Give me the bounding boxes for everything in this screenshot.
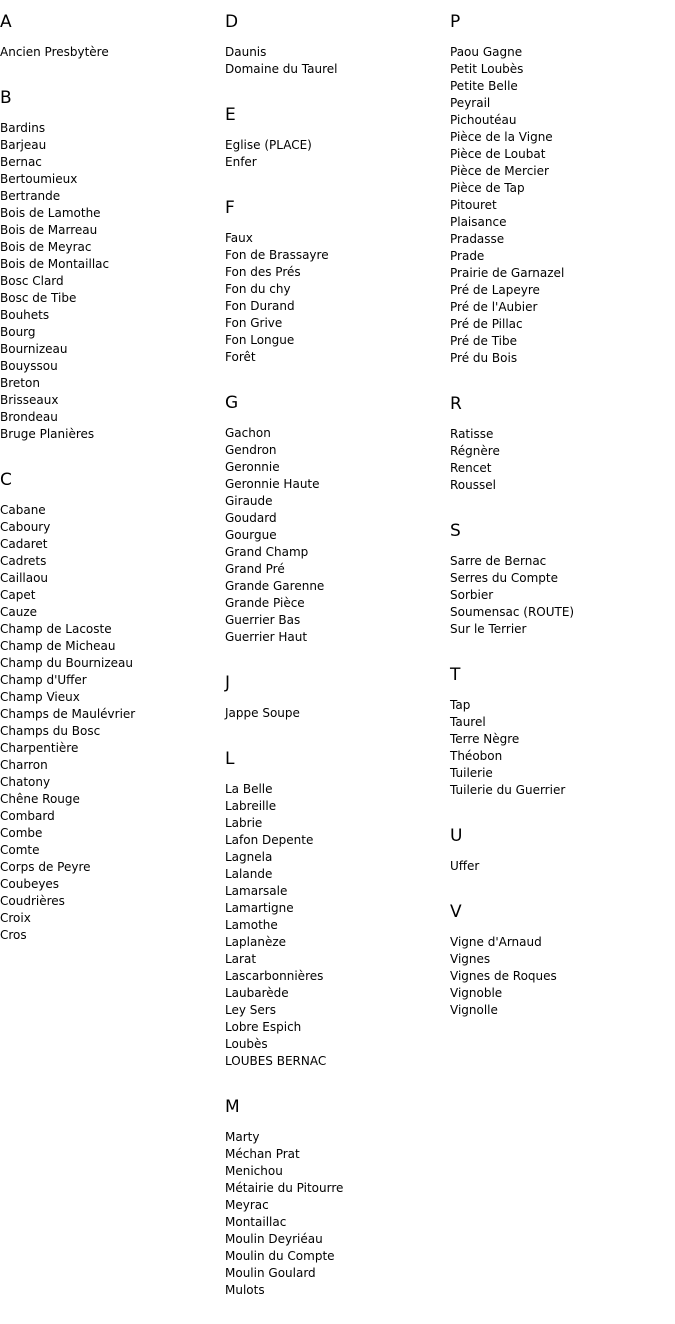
place-item[interactable]: Pradasse: [450, 232, 505, 246]
place-item[interactable]: Cauze: [0, 605, 38, 619]
place-item[interactable]: Lascarbonnières: [225, 969, 324, 983]
place-item[interactable]: Rencet: [450, 461, 492, 475]
place-item[interactable]: Pré de Lapeyre: [450, 283, 540, 297]
place-item[interactable]: Prade: [450, 249, 485, 263]
letter-heading: T: [450, 665, 461, 685]
letter-heading: R: [450, 394, 462, 414]
place-item[interactable]: Tuilerie du Guerrier: [450, 783, 566, 797]
place-item[interactable]: Pièce de Tap: [450, 181, 525, 195]
place-item[interactable]: Champs de Maulévrier: [0, 707, 136, 721]
place-item[interactable]: Geronnie: [225, 460, 280, 474]
letter-heading: S: [450, 521, 461, 541]
place-item[interactable]: Giraude: [225, 494, 273, 508]
place-item[interactable]: Fon Grive: [225, 316, 283, 330]
place-item[interactable]: Bois de Meyrac: [0, 240, 92, 254]
letter-heading: D: [225, 12, 239, 32]
place-item[interactable]: LOUBES BERNAC: [225, 1054, 327, 1068]
place-item[interactable]: La Belle: [225, 782, 273, 796]
place-item[interactable]: Fon de Brassayre: [225, 248, 329, 262]
place-item[interactable]: Caboury: [0, 520, 51, 534]
place-item[interactable]: Fon Durand: [225, 299, 295, 313]
place-item[interactable]: Grand Pré: [225, 562, 285, 576]
place-item[interactable]: Lagnela: [225, 850, 273, 864]
place-item[interactable]: Moulin Deyriéau: [225, 1232, 323, 1246]
letter-group-m: [225, 1095, 445, 1299]
place-item[interactable]: Lamartigne: [225, 901, 294, 915]
place-item[interactable]: Bois de Lamothe: [0, 206, 101, 220]
place-item[interactable]: Croix: [0, 911, 31, 925]
letter-heading: A: [0, 12, 12, 32]
place-item[interactable]: Pièce de la Vigne: [450, 130, 553, 144]
place-item[interactable]: Bois de Montaillac: [0, 257, 110, 271]
letter-heading: L: [225, 749, 235, 769]
place-item[interactable]: Petit Loubès: [450, 62, 524, 76]
letter-group-r: [450, 392, 670, 494]
letter-group-d: [225, 10, 445, 78]
place-item[interactable]: Tap: [450, 698, 471, 712]
place-item[interactable]: Ley Sers: [225, 1003, 276, 1017]
place-item[interactable]: Bosc de Tibe: [0, 291, 77, 305]
place-item[interactable]: Fon du chy: [225, 282, 291, 296]
place-item[interactable]: Uffer: [450, 859, 480, 873]
place-item[interactable]: Charpentière: [0, 741, 79, 755]
place-item[interactable]: Geronnie Haute: [225, 477, 320, 491]
place-item[interactable]: Bertrande: [0, 189, 61, 203]
place-item[interactable]: Sarre de Bernac: [450, 554, 547, 568]
place-list: [225, 44, 445, 78]
place-item[interactable]: Sorbier: [450, 588, 494, 602]
place-item[interactable]: Bernac: [0, 155, 42, 169]
place-list: [0, 120, 220, 443]
place-item[interactable]: Lamothe: [225, 918, 278, 932]
place-item[interactable]: Petite Belle: [450, 79, 518, 93]
letter-group-f: [225, 196, 445, 366]
place-list: [450, 426, 670, 494]
place-item[interactable]: Mulots: [225, 1283, 265, 1297]
place-item[interactable]: Vignoble: [450, 986, 503, 1000]
index-column-1: [0, 10, 220, 969]
place-item[interactable]: Combard: [0, 809, 55, 823]
place-item[interactable]: Chêne Rouge: [0, 792, 80, 806]
place-item[interactable]: Capet: [0, 588, 36, 602]
place-item[interactable]: Laplanèze: [225, 935, 287, 949]
place-item[interactable]: Marty: [225, 1130, 260, 1144]
place-item[interactable]: Paou Gagne: [450, 45, 523, 59]
place-item[interactable]: Montaillac: [225, 1215, 287, 1229]
place-item[interactable]: Eglise (PLACE): [225, 138, 312, 152]
place-item[interactable]: Combe: [0, 826, 43, 840]
place-item[interactable]: Soumensac (ROUTE): [450, 605, 575, 619]
place-item[interactable]: Cadaret: [0, 537, 48, 551]
letter-heading: B: [0, 88, 12, 108]
index-column-2: [225, 10, 445, 1324]
place-item[interactable]: Bouyssou: [0, 359, 58, 373]
place-item[interactable]: Grand Champ: [225, 545, 309, 559]
place-item[interactable]: Moulin Goulard: [225, 1266, 316, 1280]
place-item[interactable]: Guerrier Haut: [225, 630, 308, 644]
place-item[interactable]: Vigne d'Arnaud: [450, 935, 542, 949]
place-item[interactable]: Domaine du Taurel: [225, 62, 338, 76]
place-item[interactable]: Bouhets: [0, 308, 50, 322]
place-item[interactable]: Pré de Pillac: [450, 317, 523, 331]
place-item[interactable]: Plaisance: [450, 215, 507, 229]
place-item[interactable]: Gachon: [225, 426, 271, 440]
place-item[interactable]: Jappe Soupe: [225, 706, 300, 720]
place-list: [225, 425, 445, 646]
place-item[interactable]: Tuilerie: [450, 766, 493, 780]
place-item[interactable]: Charron: [0, 758, 48, 772]
letter-heading: P: [450, 12, 461, 32]
letter-heading: J: [225, 673, 231, 693]
place-item[interactable]: Daunis: [225, 45, 267, 59]
place-item[interactable]: Larat: [225, 952, 257, 966]
place-item[interactable]: Coubeyes: [0, 877, 60, 891]
place-list: [450, 934, 670, 1019]
place-item[interactable]: Pré de Tibe: [450, 334, 518, 348]
letter-heading: C: [0, 470, 12, 490]
place-item[interactable]: Bois de Marreau: [0, 223, 98, 237]
place-item[interactable]: Taurel: [450, 715, 486, 729]
place-item[interactable]: Vignes de Roques: [450, 969, 557, 983]
letter-group-g: [225, 391, 445, 646]
index-column-3: [450, 10, 670, 1044]
place-list: [450, 44, 670, 367]
place-item[interactable]: Pré du Bois: [450, 351, 518, 365]
place-item[interactable]: Meyrac: [225, 1198, 269, 1212]
place-item[interactable]: Champ de Lacoste: [0, 622, 112, 636]
letter-group-e: [225, 103, 445, 171]
place-list: [450, 553, 670, 638]
place-item[interactable]: Ancien Presbytère: [0, 45, 109, 59]
letter-heading: F: [225, 198, 235, 218]
place-item[interactable]: Pré de l'Aubier: [450, 300, 538, 314]
place-item[interactable]: Champs du Bosc: [0, 724, 101, 738]
place-item[interactable]: Terre Nègre: [450, 732, 520, 746]
place-item[interactable]: Chatony: [0, 775, 51, 789]
place-item[interactable]: Pièce de Mercier: [450, 164, 549, 178]
place-item[interactable]: Champ Vieux: [0, 690, 80, 704]
place-item[interactable]: Cadrets: [0, 554, 47, 568]
letter-heading: V: [450, 902, 462, 922]
place-item[interactable]: Labreille: [225, 799, 277, 813]
letter-group-b: [0, 86, 220, 443]
place-item[interactable]: Comte: [0, 843, 40, 857]
place-item[interactable]: Gourgue: [225, 528, 277, 542]
place-item[interactable]: Cros: [0, 928, 27, 942]
letter-group-c: [0, 468, 220, 944]
place-item[interactable]: Brisseaux: [0, 393, 59, 407]
place-item[interactable]: Moulin du Compte: [225, 1249, 335, 1263]
place-item[interactable]: Guerrier Bas: [225, 613, 301, 627]
place-item[interactable]: Bosc Clard: [0, 274, 64, 288]
place-item[interactable]: Loubès: [225, 1037, 268, 1051]
place-item[interactable]: Peyrail: [450, 96, 491, 110]
place-item[interactable]: Brondeau: [0, 410, 58, 424]
place-list: [225, 705, 445, 722]
place-item[interactable]: Corps de Peyre: [0, 860, 91, 874]
place-item[interactable]: Bourg: [0, 325, 36, 339]
place-item[interactable]: Enfer: [225, 155, 257, 169]
letter-group-u: [450, 824, 670, 875]
place-item[interactable]: Sur le Terrier: [450, 622, 527, 636]
place-item[interactable]: Menichou: [225, 1164, 283, 1178]
letter-group-s: [450, 519, 670, 638]
place-item[interactable]: Théobon: [450, 749, 503, 763]
place-list: [225, 781, 445, 1070]
letter-group-t: [450, 663, 670, 799]
place-item[interactable]: Pièce de Loubat: [450, 147, 546, 161]
place-item[interactable]: Régnère: [450, 444, 500, 458]
place-item[interactable]: Laubarède: [225, 986, 289, 1000]
place-item[interactable]: Gendron: [225, 443, 277, 457]
place-item[interactable]: Métairie du Pitourre: [225, 1181, 344, 1195]
place-item[interactable]: Grande Garenne: [225, 579, 325, 593]
place-list: [0, 44, 220, 61]
place-item[interactable]: Cabane: [0, 503, 46, 517]
place-item[interactable]: Lalande: [225, 867, 273, 881]
letter-group-l: [225, 747, 445, 1070]
place-item[interactable]: Pichoutéau: [450, 113, 517, 127]
place-list: [0, 502, 220, 944]
place-item[interactable]: Champ du Bournizeau: [0, 656, 133, 670]
letter-group-j: [225, 671, 445, 722]
place-item[interactable]: Grande Pièce: [225, 596, 305, 610]
place-item[interactable]: Ratisse: [450, 427, 494, 441]
place-item[interactable]: Fon des Prés: [225, 265, 301, 279]
place-list: [225, 230, 445, 366]
place-item[interactable]: Coudrières: [0, 894, 65, 908]
place-item[interactable]: Bruge Planières: [0, 427, 95, 441]
place-item[interactable]: Barjeau: [0, 138, 47, 152]
letter-heading: U: [450, 826, 463, 846]
place-item[interactable]: Goudard: [225, 511, 277, 525]
place-item[interactable]: Lafon Depente: [225, 833, 314, 847]
place-list: [450, 697, 670, 799]
place-item[interactable]: Caillaou: [0, 571, 49, 585]
place-item[interactable]: Labrie: [225, 816, 263, 830]
place-item[interactable]: Roussel: [450, 478, 496, 492]
place-item[interactable]: Pitouret: [450, 198, 497, 212]
letter-group-a: [0, 10, 220, 61]
place-list: [225, 1129, 445, 1299]
letter-group-v: [450, 900, 670, 1019]
place-item[interactable]: Breton: [0, 376, 40, 390]
letter-group-p: [450, 10, 670, 367]
place-item[interactable]: Lamarsale: [225, 884, 288, 898]
place-item[interactable]: Bardins: [0, 121, 46, 135]
place-item[interactable]: Méchan Prat: [225, 1147, 300, 1161]
place-item[interactable]: Champ de Micheau: [0, 639, 116, 653]
place-item[interactable]: Vignes: [450, 952, 491, 966]
place-item[interactable]: Champ d'Uffer: [0, 673, 87, 687]
letter-heading: E: [225, 105, 236, 125]
place-item[interactable]: Fon Longue: [225, 333, 295, 347]
place-list: [450, 858, 670, 875]
place-item[interactable]: Forêt: [225, 350, 256, 364]
place-item[interactable]: Faux: [225, 231, 253, 245]
place-list: [225, 137, 445, 171]
letter-heading: G: [225, 393, 239, 413]
place-item[interactable]: Bournizeau: [0, 342, 68, 356]
place-item[interactable]: Prairie de Garnazel: [450, 266, 565, 280]
place-item[interactable]: Serres du Compte: [450, 571, 558, 585]
place-item[interactable]: Bertoumieux: [0, 172, 78, 186]
place-item[interactable]: Lobre Espich: [225, 1020, 302, 1034]
place-item[interactable]: Vignolle: [450, 1003, 498, 1017]
letter-heading: M: [225, 1097, 240, 1117]
